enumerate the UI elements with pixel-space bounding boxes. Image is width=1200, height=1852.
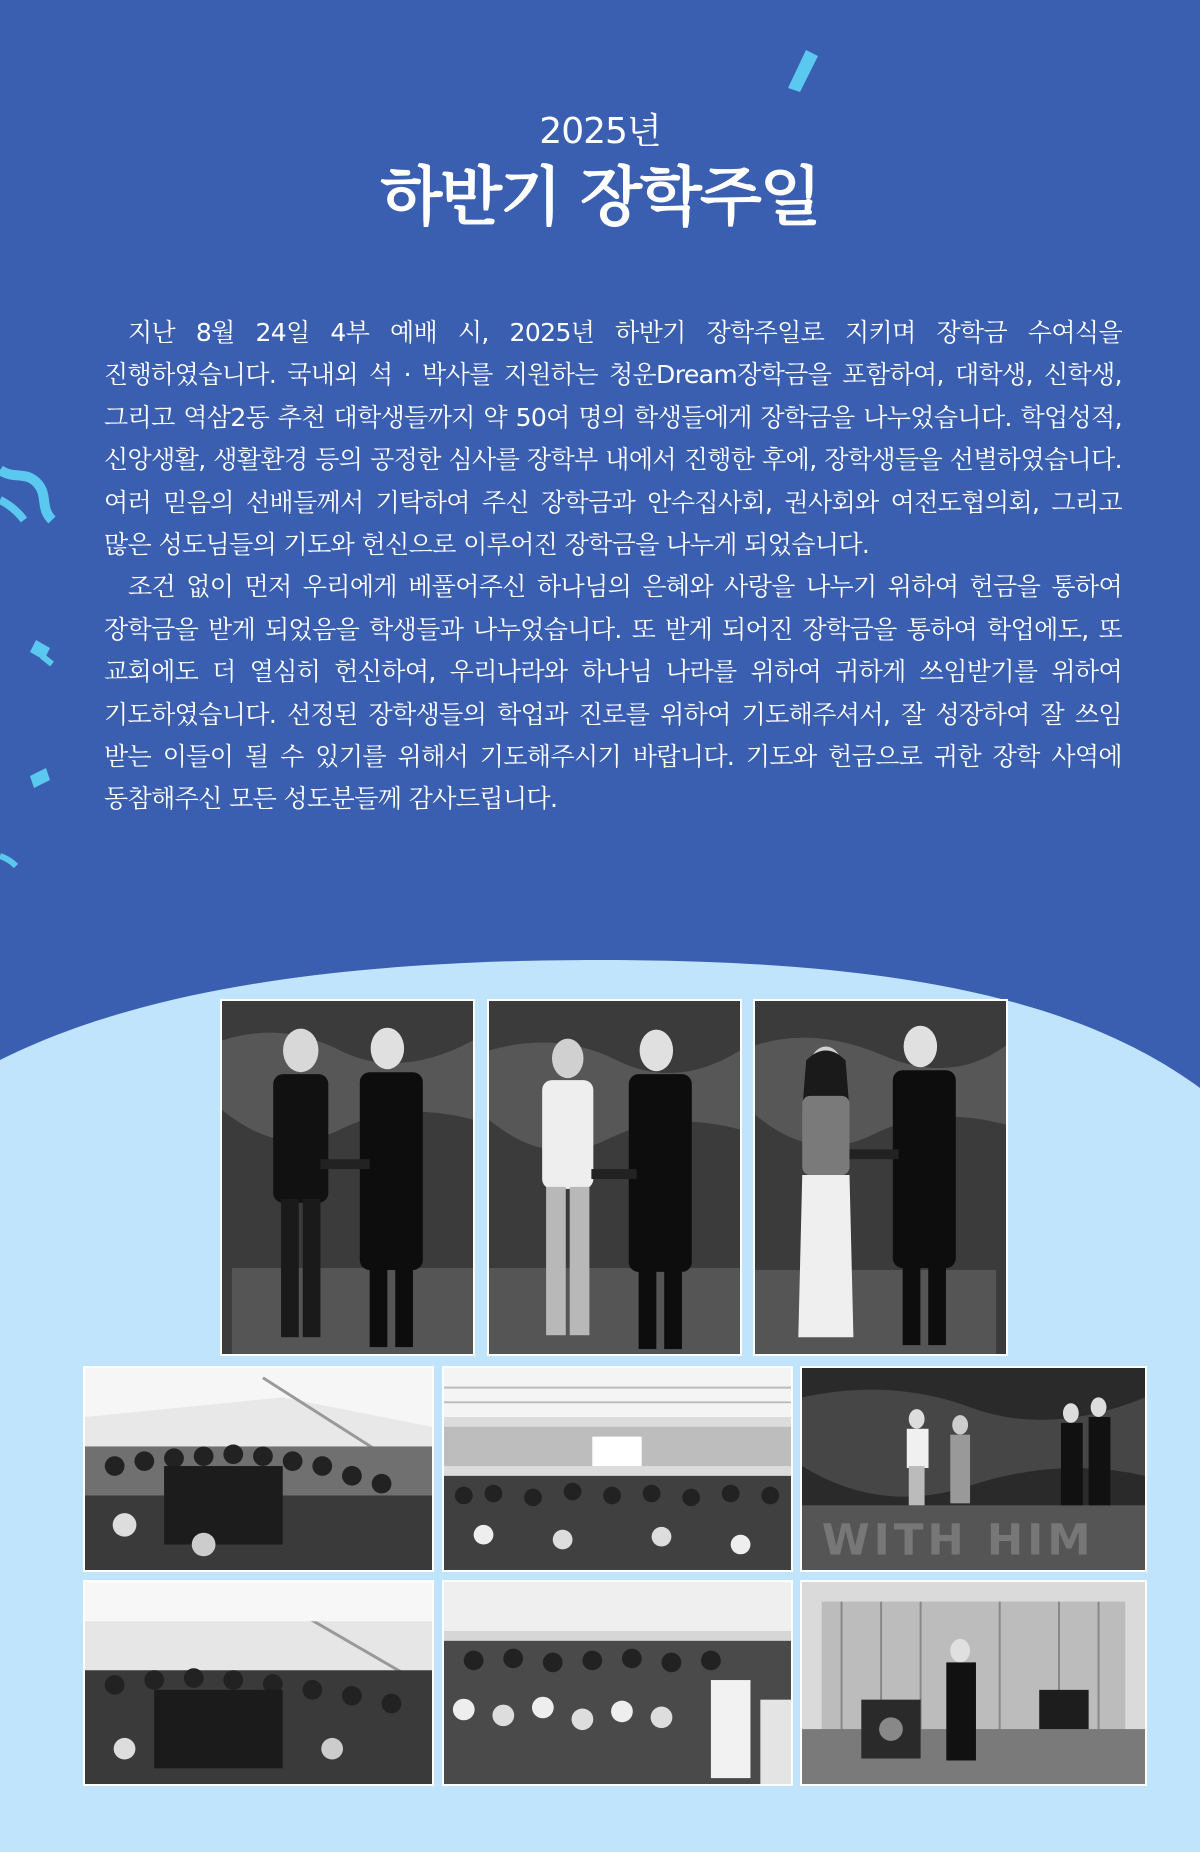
event-photo-audience-1 <box>83 1366 434 1572</box>
award-photo-2 <box>487 999 742 1356</box>
event-photo-congregation <box>442 1580 793 1786</box>
article-body <box>104 312 1122 821</box>
article-paragraph-2: 조건 없이 먼저 우리에게 베풀어주신 하나님의 은혜와 사랑을 나누기 위하여 헌금을 통하여 장학금을 받게 되었음을 학생들과 나누었습니다. 또 받게 되어진 장학금을 통하여 학업에도, 또 교회에도 더 열심히 헌신하여, 우리나라와 하나님 나라를 위하여 귀하게 쓰임받기를 위하여 기도하였습니다. 선정된 장학생들의 학업과 진로를 위하여 기도해주셔서, 잘 성장하여 잘 쓰임 받는 이들이 될 수 있기를 위해서 기도해주시기 바랍니다. 기도와 헌금으로 귀한 장학 사역에 동참해주신 모든 성도분들께 감사드립니다. <box>104 572 1122 814</box>
page-header <box>0 110 1200 240</box>
event-photo-hall <box>442 1366 793 1572</box>
event-photo-stage <box>800 1366 1147 1572</box>
article-paragraph-1: 지난 8월 24일 4부 예배 시, 2025년 하반기 장학주일로 지키며 장학금 수여식을 진행하였습니다. 국내외 석 · 박사를 지원하는 청운Dream장학금을 포함하여, 대학생, 신학생, 그리고 역삼2동 추천 대학생들까지 약 50여 명의 학생들에게 장학금을 나누었습니다. 학업성적, 신앙생활, 생활환경 등의 공정한 심사를 장학부 내에서 진행한 후에, 장학생들을 선별하였습니다. 여러 믿음의 선배들께서 기탁하여 주신 장학금과 안수집사회, 권사회와 여전도협의회, 그리고 많은 성도님들의 기도와 헌신으로 이루어진 장학금을 나누게 되었습니다. <box>104 318 1122 560</box>
award-photo-3 <box>753 999 1008 1356</box>
page-title: 하반기 장학주일 <box>380 161 820 235</box>
event-photo-audience-2 <box>83 1580 434 1786</box>
year-heading: 2025년 <box>539 111 661 152</box>
stage-sign-text: WITH HIM <box>821 1515 1095 1566</box>
award-photo-1 <box>220 999 475 1356</box>
event-photo-pulpit <box>800 1580 1147 1786</box>
